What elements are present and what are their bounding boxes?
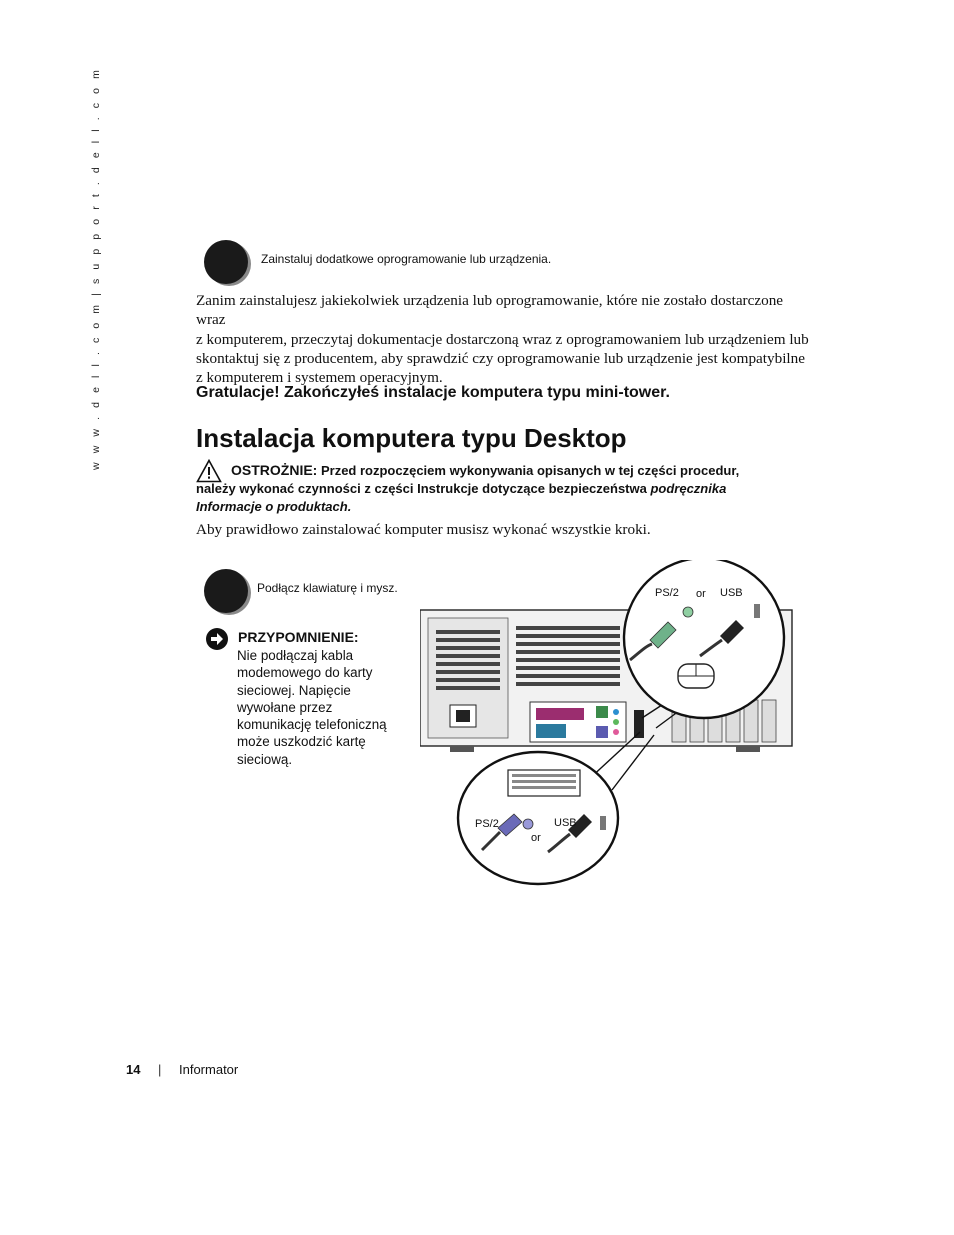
mouse-or-label: or	[696, 588, 706, 600]
steps-paragraph: Aby prawidłowo zainstalować komputer musisz wykonać wszystkie kroki.	[196, 521, 651, 538]
note-line: sieciową.	[237, 751, 293, 767]
footer-separator: |	[158, 1062, 162, 1077]
intro-line: z komputerem i systemem operacyjnym.	[196, 369, 443, 387]
caution-line1: Przed rozpoczęciem wykonywania opisanych w tej części procedur,	[320, 463, 740, 478]
congrats-text: Gratulacje! Zakończyłeś instalacje komputera typu mini-tower.	[196, 384, 670, 401]
step-bullet	[204, 569, 248, 613]
caution-line2: należy wykonać czynności z części Instrukcje dotyczące bezpieczeństwa	[196, 481, 651, 496]
step-bullet	[204, 240, 248, 284]
note-line: komunikację telefoniczną	[237, 717, 387, 733]
intro-line: Zanim zainstalujesz jakiekolwiek urządzenia lub oprogramowanie, które nie zostało dostarczone wraz	[196, 292, 784, 329]
keyboard-or-label: or	[531, 832, 541, 844]
keyboard-usb-label: USB	[554, 817, 577, 829]
page-number: 14	[126, 1062, 141, 1077]
note-line: może uszkodzić kartę	[237, 734, 366, 750]
step-install-software: Zainstaluj dodatkowe oprogramowanie lub urządzenia.	[261, 252, 552, 266]
caution-label: OSTROŻNIE:	[231, 462, 318, 478]
note-line: Nie podłączaj kabla	[237, 648, 354, 663]
note-title: PRZYPOMNIENIE:	[238, 629, 359, 645]
footer-title: Informator	[179, 1062, 239, 1077]
mouse-callout	[624, 560, 784, 718]
caution-line2-italic: podręcznika	[650, 481, 727, 496]
sidebar-url: w w w . d e l l . c o m | s u p p o r t . d e l l . c o m	[90, 67, 102, 470]
caution-block	[196, 461, 816, 516]
section-heading: Instalacja komputera typu Desktop	[196, 423, 627, 453]
note-arrow-icon	[205, 627, 229, 651]
mouse-ps2-label: PS/2	[655, 587, 679, 599]
step-keyboard-mouse: Podłącz klawiaturę i mysz.	[257, 581, 398, 595]
caution-line3: Informacje o produktach.	[196, 499, 352, 514]
note-line: modemowego do karty	[237, 665, 373, 681]
note-line: wywołane przez	[237, 699, 333, 715]
note-body	[237, 647, 417, 768]
mouse-usb-label: USB	[720, 587, 743, 599]
note-line: sieciowej. Napięcie	[237, 682, 351, 698]
intro-line: z komputerem, przeczytaj dokumentacje dostarczoną wraz z oprogramowaniem lub urządzeniem lub	[196, 330, 809, 348]
keyboard-callout	[458, 752, 618, 884]
keyboard-ps2-label: PS/2	[475, 818, 499, 830]
intro-line: skontaktuj się z producentem, aby sprawdzić czy oprogramowanie lub urządzenie jest kompatybilne	[196, 349, 805, 367]
back-panel-illustration	[420, 560, 800, 890]
intro-paragraph	[196, 291, 816, 387]
